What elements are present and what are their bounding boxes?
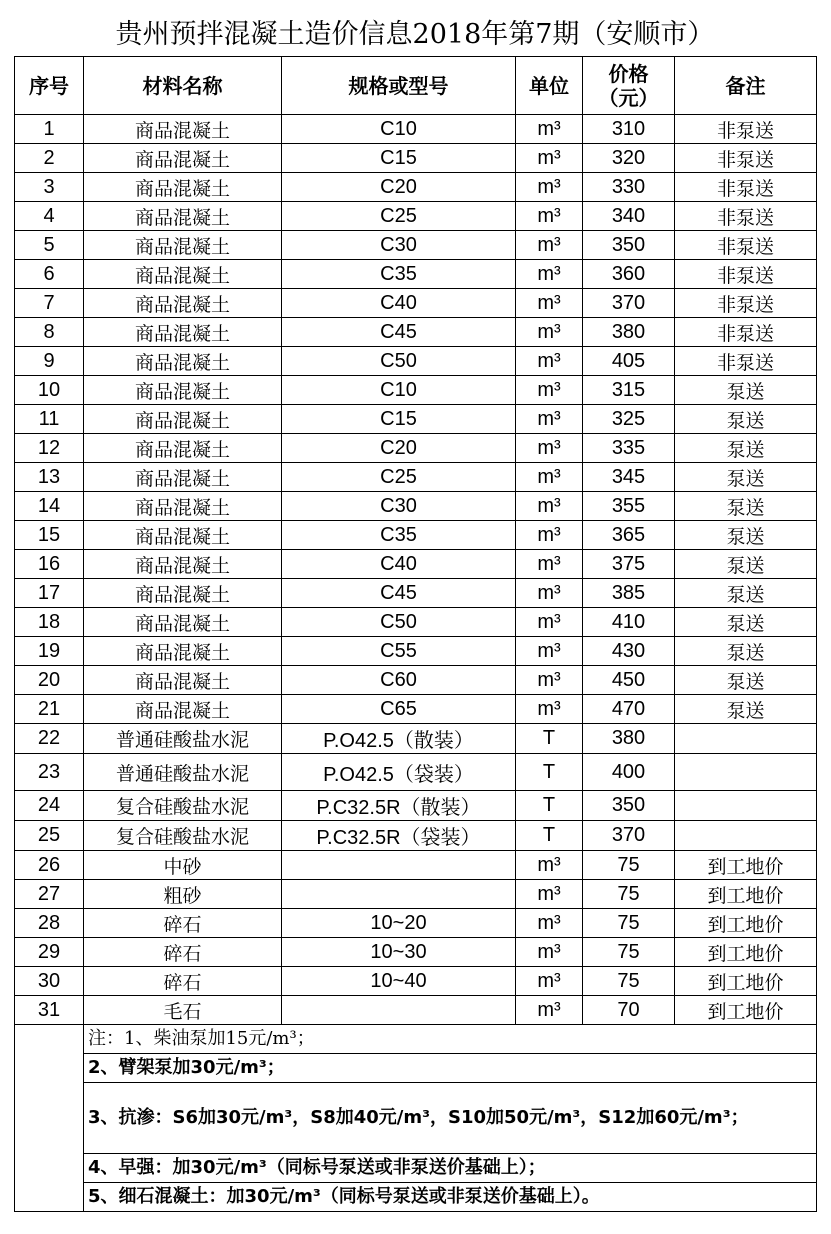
cell-spec: C45 [282,579,516,608]
cell-spec: C15 [282,405,516,434]
cell-no: 23 [15,754,84,791]
cell-remark [675,724,817,754]
cell-price: 340 [583,202,675,231]
table-row [15,637,817,666]
table-row [15,405,817,434]
cell-spec: P.O42.5（散装） [282,724,516,754]
cell-unit: m³ [516,376,583,405]
cell-unit: m³ [516,996,583,1025]
cell-material-name: 商品混凝土 [84,173,282,202]
cell-unit: m³ [516,938,583,967]
cell-no: 20 [15,666,84,695]
cell-remark [675,821,817,851]
cell-material-name: 商品混凝土 [84,115,282,144]
cell-unit: T [516,821,583,851]
cell-spec [282,851,516,880]
cell-material-name: 商品混凝土 [84,579,282,608]
cell-unit: m³ [516,608,583,637]
header-price: 价格 （元） [583,57,675,115]
cell-unit: m³ [516,637,583,666]
cell-spec: C55 [282,637,516,666]
cell-unit: m³ [516,579,583,608]
cell-unit: m³ [516,880,583,909]
note-1: 注：1、柴油泵加15元/m³； [84,1025,817,1054]
table-row [15,376,817,405]
cell-remark: 泵送 [675,463,817,492]
cell-price: 470 [583,695,675,724]
cell-no: 29 [15,938,84,967]
cell-no: 31 [15,996,84,1025]
cell-material-name: 商品混凝土 [84,550,282,579]
table-row [15,938,817,967]
header-name: 材料名称 [84,57,282,115]
cell-material-name: 商品混凝土 [84,695,282,724]
cell-material-name: 商品混凝土 [84,260,282,289]
table-row [15,996,817,1025]
cell-no: 2 [15,144,84,173]
cell-spec: C15 [282,144,516,173]
cell-no: 1 [15,115,84,144]
cell-unit: T [516,724,583,754]
cell-no: 15 [15,521,84,550]
cell-unit: m³ [516,434,583,463]
cell-material-name: 碎石 [84,909,282,938]
cell-price: 350 [583,231,675,260]
cell-unit: m³ [516,405,583,434]
cell-spec: C40 [282,289,516,318]
cell-unit: m³ [516,144,583,173]
cell-no: 17 [15,579,84,608]
cell-no: 8 [15,318,84,347]
cell-remark: 非泵送 [675,173,817,202]
header-unit: 单位 [516,57,583,115]
cell-spec: C20 [282,434,516,463]
cell-unit: m³ [516,231,583,260]
cell-spec: C35 [282,260,516,289]
table-row [15,579,817,608]
table-row [15,463,817,492]
cell-remark: 到工地价 [675,996,817,1025]
table-row [15,821,817,851]
cell-remark: 非泵送 [675,260,817,289]
cell-price: 360 [583,260,675,289]
table-header-row [15,57,817,115]
cell-unit: m³ [516,289,583,318]
cell-spec: C50 [282,608,516,637]
cell-remark: 泵送 [675,695,817,724]
table-row [15,202,817,231]
cell-price: 410 [583,608,675,637]
cell-spec [282,880,516,909]
cell-price: 75 [583,938,675,967]
cell-material-name: 商品混凝土 [84,434,282,463]
cell-material-name: 普通硅酸盐水泥 [84,724,282,754]
cell-remark: 泵送 [675,637,817,666]
cell-spec: C50 [282,347,516,376]
cell-price: 330 [583,173,675,202]
cell-unit: m³ [516,967,583,996]
table-row [15,115,817,144]
table-row [15,967,817,996]
cell-spec: 10~20 [282,909,516,938]
cell-material-name: 商品混凝土 [84,144,282,173]
cell-no: 22 [15,724,84,754]
cell-material-name: 商品混凝土 [84,492,282,521]
cell-no: 5 [15,231,84,260]
cell-remark: 泵送 [675,608,817,637]
cell-material-name: 商品混凝土 [84,463,282,492]
cell-material-name: 商品混凝土 [84,318,282,347]
cell-price: 375 [583,550,675,579]
cell-price: 345 [583,463,675,492]
note-row [15,1083,817,1154]
cell-unit: m³ [516,347,583,376]
cell-no: 11 [15,405,84,434]
cell-no: 4 [15,202,84,231]
cell-no: 16 [15,550,84,579]
cell-material-name: 复合硅酸盐水泥 [84,821,282,851]
cell-material-name: 复合硅酸盐水泥 [84,791,282,821]
cell-unit: m³ [516,260,583,289]
cell-material-name: 商品混凝土 [84,347,282,376]
cell-spec: P.O42.5（袋装） [282,754,516,791]
table-row [15,347,817,376]
cell-no: 24 [15,791,84,821]
cell-material-name: 商品混凝土 [84,231,282,260]
table-row [15,260,817,289]
note-row [15,1054,817,1083]
cell-material-name: 中砂 [84,851,282,880]
cell-price: 430 [583,637,675,666]
cell-no: 28 [15,909,84,938]
cell-unit: m³ [516,695,583,724]
cell-price: 365 [583,521,675,550]
cell-unit: m³ [516,909,583,938]
table-row [15,909,817,938]
cell-no: 9 [15,347,84,376]
cell-unit: m³ [516,318,583,347]
cell-material-name: 碎石 [84,967,282,996]
cell-spec: C10 [282,376,516,405]
cell-remark [675,791,817,821]
cell-spec: C30 [282,492,516,521]
cell-price: 335 [583,434,675,463]
note-row [15,1183,817,1212]
cell-price: 370 [583,821,675,851]
cell-remark: 泵送 [675,434,817,463]
cell-unit: T [516,754,583,791]
cell-material-name: 商品混凝土 [84,202,282,231]
cell-price: 75 [583,880,675,909]
cell-price: 405 [583,347,675,376]
cell-no: 12 [15,434,84,463]
cell-spec: C25 [282,202,516,231]
note-5: 5、细石混凝土：加30元/m³（同标号泵送或非泵送价基础上）。 [84,1183,817,1212]
cell-no: 13 [15,463,84,492]
cell-no: 10 [15,376,84,405]
cell-price: 385 [583,579,675,608]
cell-price: 380 [583,318,675,347]
cell-unit: m³ [516,550,583,579]
cell-price: 400 [583,754,675,791]
cell-material-name: 碎石 [84,938,282,967]
cell-remark: 到工地价 [675,851,817,880]
cell-material-name: 商品混凝土 [84,405,282,434]
table-row [15,791,817,821]
cell-price: 310 [583,115,675,144]
cell-price: 325 [583,405,675,434]
cell-material-name: 商品混凝土 [84,289,282,318]
note-row [15,1154,817,1183]
cell-remark [675,754,817,791]
header-no: 序号 [15,57,84,115]
cell-price: 350 [583,791,675,821]
table-row [15,851,817,880]
cell-material-name: 粗砂 [84,880,282,909]
cell-no: 6 [15,260,84,289]
cell-price: 320 [583,144,675,173]
cell-spec [282,996,516,1025]
cell-material-name: 商品混凝土 [84,521,282,550]
cell-no: 27 [15,880,84,909]
price-table [14,56,817,1212]
cell-remark: 非泵送 [675,115,817,144]
cell-no: 7 [15,289,84,318]
cell-price: 450 [583,666,675,695]
table-row [15,754,817,791]
cell-remark: 非泵送 [675,318,817,347]
cell-price: 355 [583,492,675,521]
cell-no: 18 [15,608,84,637]
table-row [15,666,817,695]
cell-price: 315 [583,376,675,405]
cell-remark: 到工地价 [675,967,817,996]
table-row [15,608,817,637]
note-2: 2、臂架泵加30元/m³； [84,1054,817,1083]
cell-remark: 泵送 [675,492,817,521]
cell-spec: 10~40 [282,967,516,996]
cell-spec: C25 [282,463,516,492]
cell-remark: 泵送 [675,376,817,405]
cell-price: 70 [583,996,675,1025]
cell-spec: C65 [282,695,516,724]
cell-material-name: 商品混凝土 [84,666,282,695]
cell-no: 26 [15,851,84,880]
cell-spec: C60 [282,666,516,695]
cell-unit: m³ [516,521,583,550]
table-row [15,724,817,754]
cell-unit: m³ [516,492,583,521]
cell-unit: T [516,791,583,821]
cell-material-name: 毛石 [84,996,282,1025]
cell-material-name: 商品混凝土 [84,376,282,405]
note-row [15,1025,817,1054]
cell-remark: 到工地价 [675,880,817,909]
cell-price: 75 [583,909,675,938]
table-row [15,492,817,521]
table-row [15,550,817,579]
header-spec: 规格或型号 [282,57,516,115]
cell-remark: 非泵送 [675,202,817,231]
table-row [15,289,817,318]
cell-remark: 泵送 [675,521,817,550]
cell-remark: 到工地价 [675,938,817,967]
note-4: 4、早强：加30元/m³（同标号泵送或非泵送价基础上）； [84,1154,817,1183]
cell-remark: 泵送 [675,579,817,608]
cell-remark: 非泵送 [675,347,817,376]
cell-remark: 非泵送 [675,144,817,173]
cell-price: 75 [583,851,675,880]
table-row [15,695,817,724]
cell-spec: C10 [282,115,516,144]
header-remark: 备注 [675,57,817,115]
table-row [15,318,817,347]
cell-price: 380 [583,724,675,754]
table-row [15,521,817,550]
cell-spec: C35 [282,521,516,550]
cell-spec: P.C32.5R（散装） [282,791,516,821]
cell-no: 25 [15,821,84,851]
table-row [15,880,817,909]
cell-material-name: 商品混凝土 [84,608,282,637]
cell-spec: C20 [282,173,516,202]
cell-no: 3 [15,173,84,202]
cell-unit: m³ [516,463,583,492]
cell-spec: C40 [282,550,516,579]
cell-spec: C45 [282,318,516,347]
table-row [15,173,817,202]
cell-spec: 10~30 [282,938,516,967]
cell-no: 19 [15,637,84,666]
cell-remark: 到工地价 [675,909,817,938]
cell-unit: m³ [516,115,583,144]
price-sheet [14,14,816,1212]
cell-price: 370 [583,289,675,318]
cell-remark: 泵送 [675,550,817,579]
table-row [15,434,817,463]
cell-unit: m³ [516,666,583,695]
cell-spec: P.C32.5R（袋装） [282,821,516,851]
cell-material-name: 普通硅酸盐水泥 [84,754,282,791]
cell-remark: 非泵送 [675,289,817,318]
cell-material-name: 商品混凝土 [84,637,282,666]
page-title: 贵州预拌混凝土造价信息2018年第7期（安顺市） [115,19,715,50]
cell-no: 14 [15,492,84,521]
note-3: 3、抗渗：S6加30元/m³，S8加40元/m³，S10加50元/m³，S12加60元/m³； [84,1083,817,1154]
table-row [15,231,817,260]
cell-spec: C30 [282,231,516,260]
cell-remark: 非泵送 [675,231,817,260]
note-blank-cell [15,1025,84,1212]
table-row [15,144,817,173]
cell-no: 21 [15,695,84,724]
cell-unit: m³ [516,851,583,880]
cell-no: 30 [15,967,84,996]
cell-remark: 泵送 [675,666,817,695]
cell-unit: m³ [516,173,583,202]
cell-price: 75 [583,967,675,996]
cell-unit: m³ [516,202,583,231]
cell-remark: 泵送 [675,405,817,434]
